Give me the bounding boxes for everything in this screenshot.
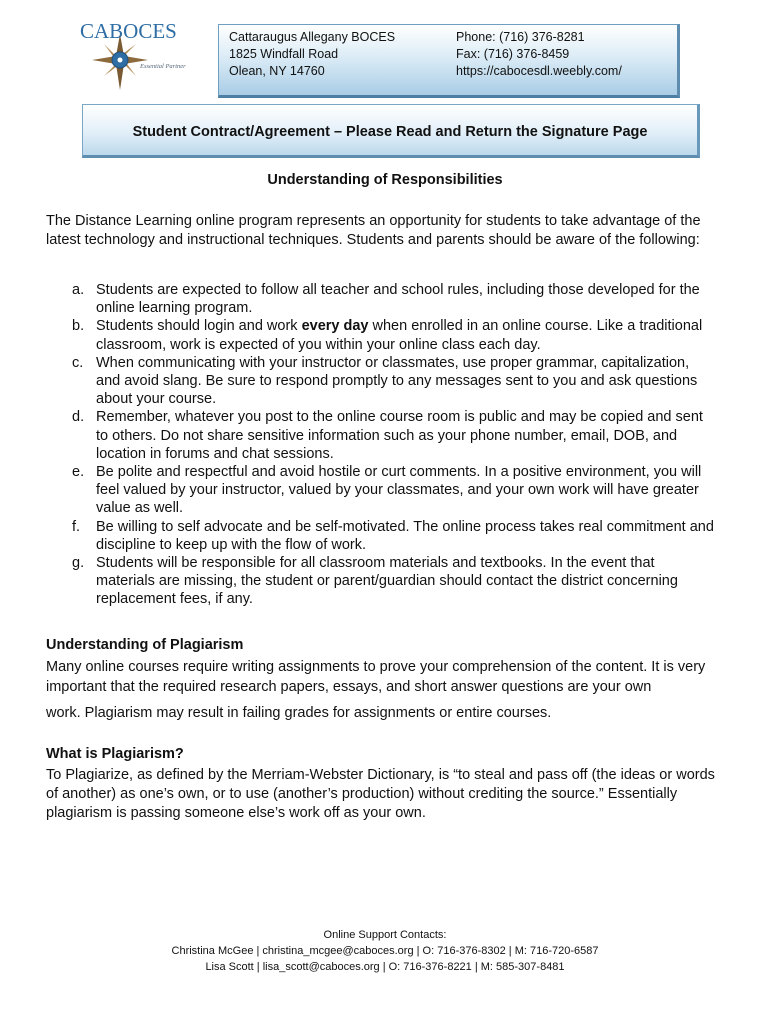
list-marker: b. — [72, 318, 85, 335]
list-item — [46, 408, 716, 463]
list-item-text: Remember, whatever you post to the online course room is public and may be copied and sent to others. Do not share sensitive information such as your phone number, email, DOB, and location in forums and chat sessions. — [96, 409, 703, 462]
plagiarism-heading: Understanding of Plagiarism — [46, 637, 244, 653]
contact-info-box — [218, 24, 680, 98]
list-item-text: when enrolled in an online course. Like a traditional classroom, work is expected of you within your online class each day. — [96, 318, 703, 353]
support-contacts-footer — [0, 927, 770, 975]
responsibilities-list — [46, 281, 716, 609]
org-name: Cattaraugus Allegany BOCES — [229, 30, 396, 44]
list-item — [46, 354, 716, 409]
list-item — [46, 463, 716, 518]
list-item-text: When communicating with your instructor or classmates, use proper grammar, capitalization, and avoid slang. Be sure to respond promptly to any messages sent to you and ask questions about your course. — [96, 354, 698, 408]
phone-block — [456, 29, 622, 80]
list-marker: c. — [72, 354, 84, 371]
list-item — [46, 518, 716, 554]
list-item-text: Students will be responsible for all classroom materials and textbooks. In the event that materials are missing, the student or parent/guardian should contact the district concerning replacement fees, if any. — [96, 555, 678, 608]
plagiarism-paragraph-continued: work. Plagiarism may result in failing grades for assignments or entire courses. — [46, 705, 552, 721]
list-item — [46, 554, 716, 609]
website-link[interactable]: https://cabocesdl.weebly.com/ — [456, 64, 622, 78]
list-marker: a. — [72, 282, 85, 298]
document-title: Student Contract/Agreement – Please Read and Return the Signature Page — [82, 104, 700, 158]
plagiarism-paragraph: Many online courses require writing assignments to prove your comprehension of the content. It is very important that the required research papers, essays, and short answer questions are your own — [46, 659, 706, 695]
list-item-text: Be willing to self advocate and be self-motivated. The online process takes real commitment and discipline to keep up with the flow of work. — [96, 518, 714, 553]
logo-text: CABOCES — [80, 20, 177, 43]
list-marker: d. — [72, 409, 85, 426]
list-marker: e. — [72, 464, 85, 481]
plagiarism-definition: To Plagiarize, as defined by the Merriam-Webster Dictionary, is “to steal and pass off (the ideas or words of another) as one’s own, or to use (another’s production) without crediting the source.” Essentially plagiarism is passing someone else’s work off as your own. — [46, 767, 715, 821]
caboces-logo — [74, 20, 194, 96]
phone-number: Phone: (716) 376-8281 — [456, 30, 585, 44]
list-item — [46, 317, 716, 353]
list-item-text: Students should login and work — [96, 318, 302, 335]
footer-title: Online Support Contacts: — [323, 929, 447, 941]
responsibilities-heading: Understanding of Responsibilities — [267, 172, 503, 188]
address-block — [229, 29, 395, 80]
list-marker: g. — [72, 555, 85, 572]
street-address: 1825 Windfall Road — [229, 47, 339, 61]
list-marker: f. — [72, 518, 81, 535]
logo-tagline: Essential Partner — [140, 63, 186, 70]
compass-star-icon — [74, 20, 194, 96]
contact-scott: Lisa Scott | lisa_scott@caboces.org | O: 716-376-8221 | M: 585-307-8481 — [205, 961, 565, 973]
list-item-text: Be polite and respectful and avoid hostile or curt comments. In a positive environment, you will feel valued by your instructor, valued by your classmates, and your own work will have greater value as well. — [96, 464, 702, 517]
list-item — [46, 281, 716, 317]
fax-number: Fax: (716) 376-8459 — [456, 47, 570, 61]
contact-mcgee: Christina McGee | christina_mcgee@caboces.org | O: 716-376-8302 | M: 716-720-6587 — [171, 945, 599, 957]
what-is-plagiarism-heading: What is Plagiarism? — [46, 746, 184, 762]
list-item-text: Students are expected to follow all teacher and school rules, including those developed for the online learning program. — [96, 282, 700, 317]
emphasis-every-day: every day — [301, 318, 369, 335]
city-state-zip: Olean, NY 14760 — [229, 64, 325, 78]
intro-paragraph: The Distance Learning online program represents an opportunity for students to take advantage of the latest technology and instructional techniques. Students and parents should be aware of the following: — [46, 213, 701, 248]
